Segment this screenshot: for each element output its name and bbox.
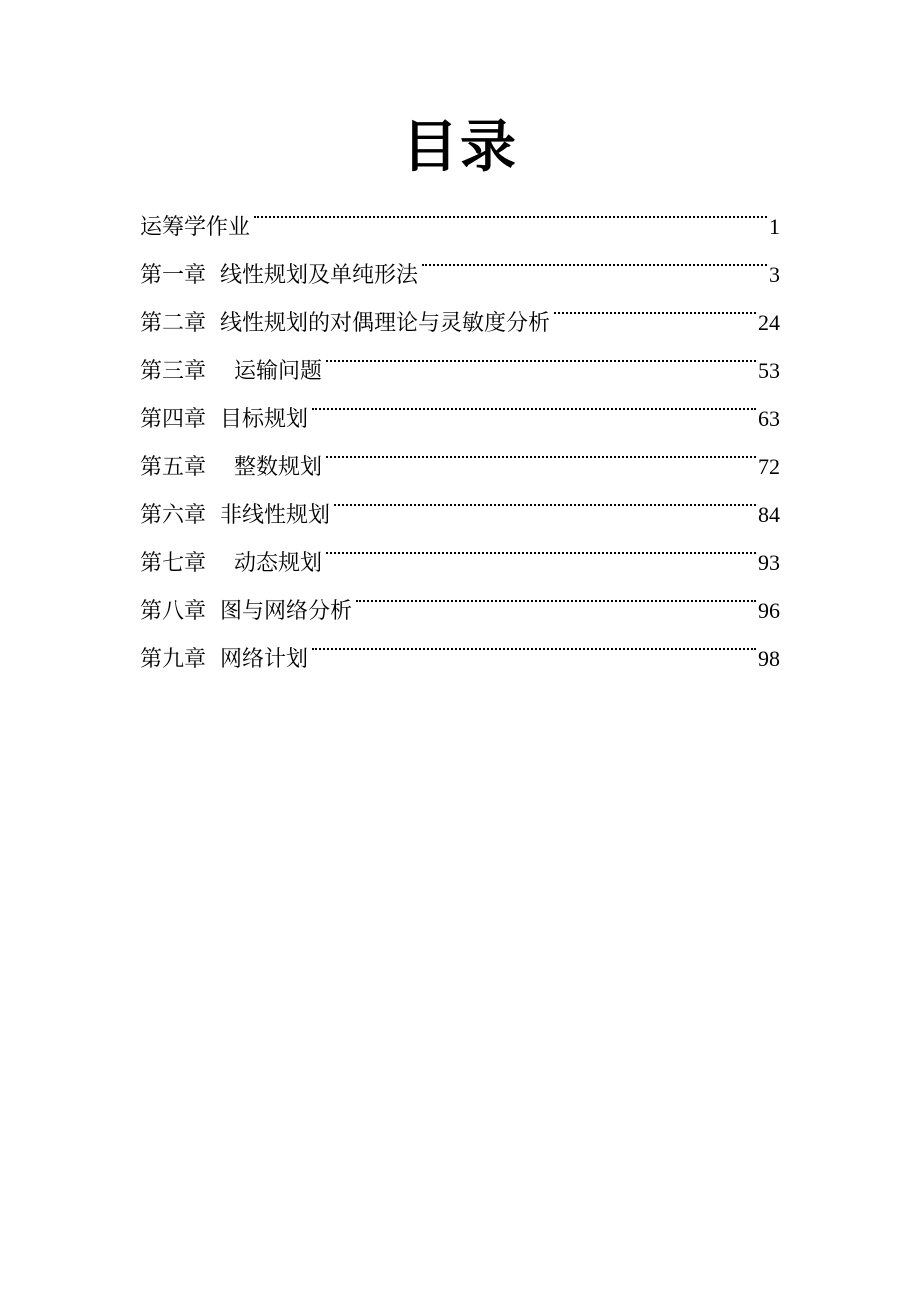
toc-title: 目录 [402,115,518,180]
toc-entry-page-number: 53 [758,358,780,383]
toc-entry-label: 运筹学作业 [140,215,251,240]
dot-leader [554,282,756,330]
toc-entry-label: 第三章 运输问题 [140,359,322,384]
toc-entry-page-number: 84 [758,502,780,527]
toc-entry-page-number: 1 [769,214,780,239]
dot-leader [254,186,767,234]
toc-entry-page-number: 63 [758,406,780,431]
toc-entry-page-number: 3 [769,262,780,287]
toc-entry-label: 第二章 线性规划的对偶理论与灵敏度分析 [140,311,550,336]
toc-entry-label: 第六章 非线性规划 [140,503,330,528]
toc-entry-label: 第八章 图与网络分析 [140,599,352,624]
toc-entry-label: 第一章 线性规划及单纯形法 [140,263,418,288]
toc-entry-page-number: 96 [758,598,780,623]
toc-list [140,186,780,672]
dot-leader [334,474,756,522]
toc-entry-label: 第四章 目标规划 [140,407,308,432]
dot-leader [326,330,756,378]
toc-entry-page-number: 72 [758,454,780,479]
dot-leader [422,234,767,282]
toc-entry-page-number: 93 [758,550,780,575]
dot-leader [312,618,756,666]
dot-leader [312,378,756,426]
toc-entry-label: 第五章 整数规划 [140,455,322,480]
toc-entry-page-number: 24 [758,310,780,335]
dot-leader [326,426,756,474]
toc-entry-page-number: 98 [758,646,780,671]
toc-entry-label: 第七章 动态规划 [140,551,322,576]
dot-leader [356,570,756,618]
toc-entry[interactable] [140,186,780,240]
dot-leader [326,522,756,570]
toc-entry-label: 第九章 网络计划 [140,647,308,672]
